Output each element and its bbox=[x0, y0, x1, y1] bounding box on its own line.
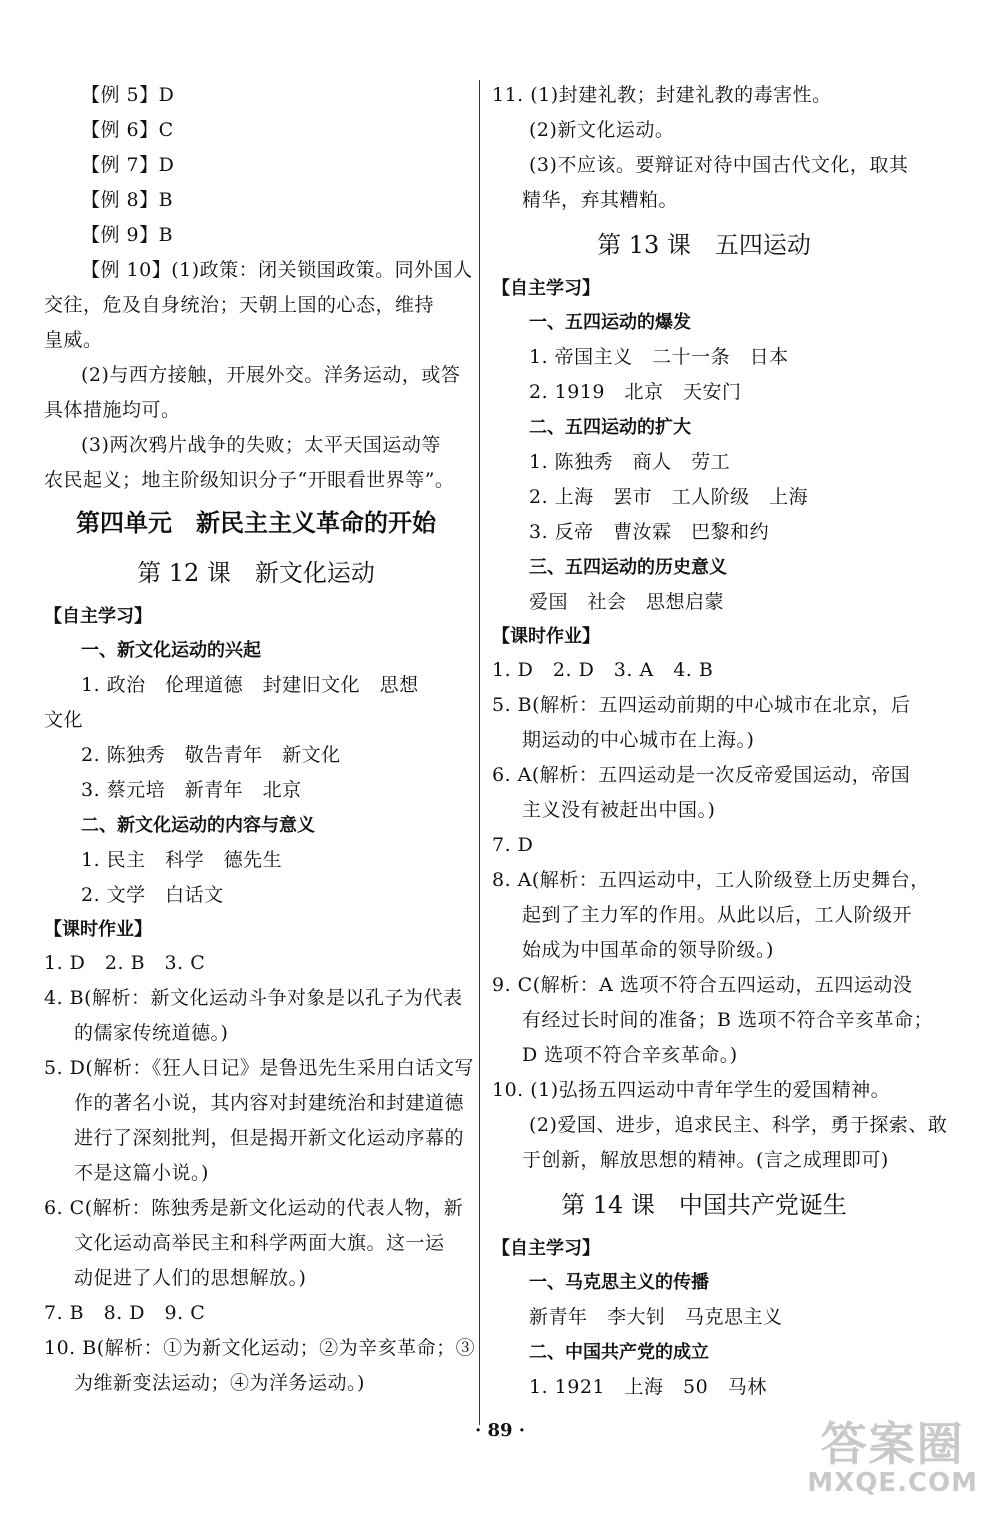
text-line: 为维新变法运动；④为洋务运动。) bbox=[74, 1372, 365, 1394]
subsection-heading: 二、新文化运动的内容与意义 bbox=[81, 815, 315, 836]
text-line: 7. B 8. D 9. C bbox=[44, 1302, 206, 1324]
text-line: 3. 反帝 曹汝霖 巴黎和约 bbox=[529, 521, 770, 543]
section-label: 【自主学习】 bbox=[492, 278, 600, 299]
watermark-text: 答案圈 bbox=[820, 1417, 965, 1471]
text-line: 【例 7】D bbox=[81, 154, 175, 176]
text-line: 始成为中国革命的领导阶级。) bbox=[522, 939, 774, 961]
text-line: 2. 上海 罢市 工人阶级 上海 bbox=[529, 486, 809, 508]
text-line: 6. A(解析：五四运动是一次反帝爱国运动，帝国 bbox=[492, 764, 911, 786]
lesson-title: 第 13 课 五四运动 bbox=[597, 231, 811, 259]
lesson-title: 第 14 课 中国共产党诞生 bbox=[561, 1191, 847, 1219]
text-line: 的儒家传统道德。) bbox=[74, 1022, 229, 1044]
subsection-heading: 三、五四运动的历史意义 bbox=[529, 557, 727, 578]
text-line: 2. 1919 北京 天安门 bbox=[529, 381, 742, 403]
text-line: 1. D 2. D 3. A 4. B bbox=[492, 659, 714, 681]
text-line: (2)与西方接触，开展外交。洋务运动，或答 bbox=[81, 364, 461, 386]
text-line: 交往，危及自身统治；天朝上国的心态，维持 bbox=[44, 294, 435, 316]
subsection-heading: 一、五四运动的爆发 bbox=[529, 312, 691, 333]
text-line: 【例 9】B bbox=[81, 224, 174, 246]
text-line: 精华，弃其糟粕。 bbox=[522, 189, 679, 211]
section-label: 【课时作业】 bbox=[492, 626, 600, 647]
text-line: 于创新，解放思想的精神。(言之成理即可) bbox=[522, 1149, 889, 1171]
text-line: 期运动的中心城市在上海。) bbox=[522, 729, 755, 751]
text-line: 农民起义；地主阶级知识分子“开眼看世界等”。 bbox=[44, 469, 455, 491]
text-line: 爱国 社会 思想启蒙 bbox=[529, 591, 725, 613]
text-line: 1. 民主 科学 德先生 bbox=[81, 849, 283, 871]
text-line: 【例 5】D bbox=[81, 84, 175, 106]
text-line: 1. 1921 上海 50 马林 bbox=[529, 1376, 767, 1398]
subsection-heading: 一、新文化运动的兴起 bbox=[81, 640, 261, 661]
text-line: 9. C(解析：A 选项不符合五四运动，五四运动没 bbox=[492, 974, 913, 996]
text-line: (3)不应该。要辩证对待中国古代文化，取其 bbox=[529, 154, 909, 176]
text-line: 2. 陈独秀 敬告青年 新文化 bbox=[81, 744, 341, 766]
text-line: 11. (1)封建礼教；封建礼教的毒害性。 bbox=[492, 84, 832, 106]
text-line: 有经过长时间的准备；B 选项不符合辛亥革命； bbox=[522, 1009, 934, 1031]
text-line: 1. 政治 伦理道德 封建旧文化 思想 bbox=[81, 674, 419, 696]
text-line: 1. 帝国主义 二十一条 日本 bbox=[529, 346, 789, 368]
text-line: 7. D bbox=[492, 834, 534, 856]
text-line: 5. B(解析：五四运动前期的中心城市在北京，后 bbox=[492, 694, 911, 716]
text-line: D 选项不符合辛亥革命。) bbox=[522, 1044, 738, 1066]
page-number: · 89 · bbox=[474, 1420, 526, 1441]
text-line: (2)爱国、进步，追求民主、科学，勇于探索、敢 bbox=[529, 1114, 948, 1136]
text-line: 进行了深刻批判，但是揭开新文化运动序幕的 bbox=[74, 1127, 465, 1149]
text-line: 5. D(解析：《狂人日记》是鲁迅先生采用白话文写 bbox=[44, 1057, 474, 1079]
text-line: 作的著名小说，其内容对封建统治和封建道德 bbox=[74, 1092, 465, 1114]
section-label: 【自主学习】 bbox=[44, 606, 152, 627]
text-line: 【例 8】B bbox=[81, 189, 174, 211]
text-line: 1. D 2. B 3. C bbox=[44, 952, 206, 974]
watermark-url: MXQE.COM bbox=[807, 1468, 978, 1498]
text-line: 动促进了人们的思想解放。) bbox=[74, 1267, 307, 1289]
unit-heading: 第四单元 新民主主义革命的开始 bbox=[76, 508, 436, 537]
text-line: 不是这篇小说。) bbox=[74, 1162, 209, 1184]
text-line: 10. (1)弘扬五四运动中青年学生的爱国精神。 bbox=[492, 1079, 891, 1101]
text-line: (3)两次鸦片战争的失败；太平天国运动等 bbox=[81, 434, 441, 456]
section-label: 【课时作业】 bbox=[44, 919, 152, 940]
text-line: 10. B(解析：①为新文化运动；②为辛亥革命；③ bbox=[44, 1337, 476, 1359]
text-line: 新青年 李大钊 马克思主义 bbox=[529, 1306, 783, 1328]
text-line: 8. A(解析：五四运动中，工人阶级登上历史舞台， bbox=[492, 869, 930, 891]
text-line: 【例 10】(1)政策：闭关锁国政策。同外国人 bbox=[81, 259, 473, 281]
subsection-heading: 一、马克思主义的传播 bbox=[529, 1272, 709, 1293]
right-column bbox=[492, 78, 948, 1405]
text-line: 具体措施均可。 bbox=[44, 399, 181, 421]
text-line: 起到了主力军的作用。从此以后，工人阶级开 bbox=[522, 904, 913, 926]
text-line: 主义没有被赶出中国。) bbox=[522, 799, 716, 821]
text-line: (2)新文化运动。 bbox=[529, 119, 675, 141]
column-divider bbox=[479, 80, 480, 1425]
subsection-heading: 二、五四运动的扩大 bbox=[529, 417, 691, 438]
text-line: 6. C(解析：陈独秀是新文化运动的代表人物，新 bbox=[44, 1197, 464, 1219]
text-line: 2. 文学 白话文 bbox=[81, 884, 224, 906]
text-line: 4. B(解析：新文化运动斗争对象是以孔子为代表 bbox=[44, 987, 463, 1009]
lesson-title: 第 12 课 新文化运动 bbox=[137, 559, 375, 587]
left-column bbox=[44, 78, 476, 1401]
subsection-heading: 二、中国共产党的成立 bbox=[529, 1342, 709, 1363]
watermark-logo bbox=[807, 1419, 978, 1497]
text-line: 3. 蔡元培 新青年 北京 bbox=[81, 779, 302, 801]
text-line: 1. 陈独秀 商人 劳工 bbox=[529, 451, 731, 473]
section-label: 【自主学习】 bbox=[492, 1238, 600, 1259]
text-line: 皇威。 bbox=[44, 329, 103, 351]
text-line: 文化 bbox=[44, 709, 84, 731]
text-line: 【例 6】C bbox=[81, 119, 174, 141]
text-line: 文化运动高举民主和科学两面大旗。这一运 bbox=[74, 1232, 445, 1254]
